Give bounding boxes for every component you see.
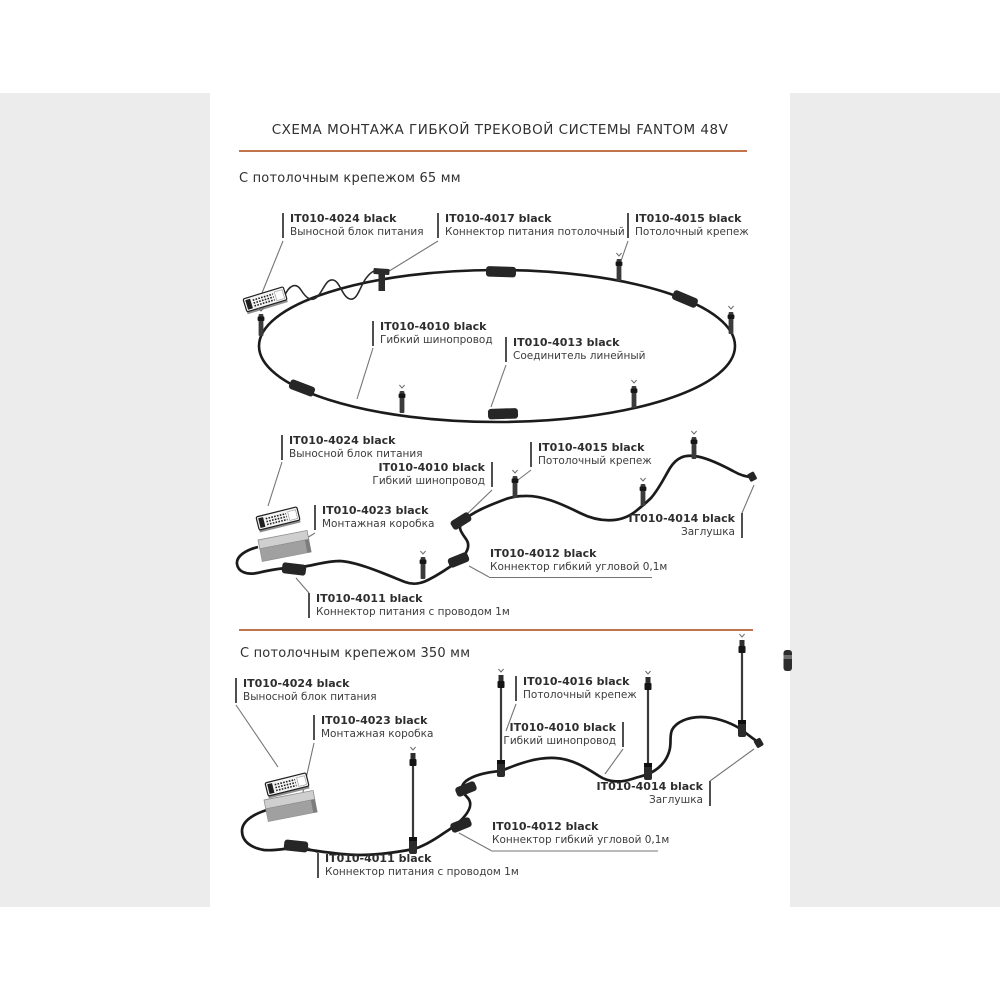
ceiling-mount-icon (399, 385, 406, 413)
part-desc: Потолочный крепеж (538, 454, 652, 467)
part-code: IT010-4023 black (321, 714, 428, 727)
part-label-corner-connector (490, 548, 667, 573)
part-code: IT010-4017 black (445, 212, 552, 225)
part-desc: Гибкий шинопровод (503, 734, 616, 747)
part-code: IT010-4023 black (322, 504, 429, 517)
part-code: IT010-4024 black (243, 677, 350, 690)
part-desc: Гибкий шинопровод (372, 474, 485, 487)
part-desc: Коннектор питания потолочный (445, 225, 625, 238)
ceiling-mount-icon (420, 551, 427, 579)
ceiling-mount-icon (728, 306, 735, 334)
ceiling-mount-icon (640, 478, 647, 506)
part-code: IT010-4014 black (628, 512, 735, 525)
part-desc: Коннектор гибкий угловой 0,1м (492, 833, 670, 846)
part-label-corner-connector (492, 821, 669, 846)
part-label-power-connector (317, 853, 519, 878)
section-divider (239, 150, 747, 152)
part-desc: Соединитель линейный (513, 349, 646, 362)
part-code: IT010-4015 black (538, 441, 645, 454)
part-desc: Монтажная коробка (321, 727, 434, 740)
ceiling-mount-icon (512, 470, 519, 498)
section-divider (239, 629, 753, 631)
part-label-end-cap (629, 513, 743, 538)
part-desc: Коннектор гибкий угловой 0,1м (490, 560, 668, 573)
page-title: СХЕМА МОНТАЖА ГИБКОЙ ТРЕКОВОЙ СИСТЕМЫ FANTOM 48V (271, 122, 729, 138)
part-label-ceiling-mount (530, 442, 652, 467)
part-code: IT010-4010 black (380, 320, 487, 333)
part-code: IT010-4011 black (325, 852, 432, 865)
part-code: IT010-4014 black (596, 780, 703, 793)
part-label-ceiling-mount (515, 676, 637, 701)
part-code: IT010-4013 black (513, 336, 620, 349)
part-label-flex-track (372, 321, 493, 346)
ceiling-rod-350-icon (644, 671, 652, 780)
part-label-ceiling-power-connector (437, 213, 625, 238)
part-desc: Выносной блок питания (290, 225, 424, 238)
part-code: IT010-4010 black (378, 461, 485, 474)
power-supply-icon (256, 507, 301, 533)
part-label-linear-connector (505, 337, 645, 362)
ceiling-mount-icon (631, 380, 638, 408)
part-label-flex-track (372, 462, 493, 487)
power-cord-wire (284, 270, 378, 299)
section-heading-65mm: С потолочным крепежом 65 мм (239, 171, 461, 186)
part-code: IT010-4024 black (289, 434, 396, 447)
part-code: IT010-4016 black (523, 675, 630, 688)
part-desc: Выносной блок питания (289, 447, 423, 460)
part-label-junction-box (313, 715, 433, 740)
part-label-junction-box (314, 505, 434, 530)
part-desc: Потолочный крепеж (635, 225, 749, 238)
part-desc: Коннектор питания с проводом 1м (325, 865, 519, 878)
part-label-power-connector (308, 593, 510, 618)
ceiling-rod-350-icon (409, 747, 417, 854)
part-code: IT010-4015 black (635, 212, 742, 225)
part-label-psu (235, 678, 377, 703)
part-label-flex-track (503, 722, 624, 747)
part-label-ceiling-mount (627, 213, 749, 238)
part-code: IT010-4012 black (490, 547, 597, 560)
section-heading-350mm: С потолочным крепежом 350 мм (240, 646, 471, 661)
part-desc: Гибкий шинопровод (380, 333, 493, 346)
part-code: IT010-4024 black (290, 212, 397, 225)
part-desc: Заглушка (649, 793, 703, 806)
part-code: IT010-4010 black (509, 721, 616, 734)
ceiling-mount-icon (691, 431, 698, 459)
part-label-psu (282, 213, 424, 238)
flex-track-oval (259, 270, 735, 422)
part-desc: Потолочный крепеж (523, 688, 637, 701)
part-label-psu (281, 435, 423, 460)
clipped-mount-fragment (784, 650, 793, 671)
part-code: IT010-4011 black (316, 592, 423, 605)
part-desc: Заглушка (681, 525, 735, 538)
power-supply-icon (243, 287, 288, 315)
part-desc: Выносной блок питания (243, 690, 377, 703)
ceiling-mount-icon (616, 253, 623, 281)
junction-box-icon (258, 530, 311, 561)
part-desc: Коннектор питания с проводом 1м (316, 605, 510, 618)
part-desc: Монтажная коробка (322, 517, 435, 530)
ceiling-mount-icon (258, 308, 265, 336)
part-label-end-cap (597, 781, 711, 806)
part-code: IT010-4012 black (492, 820, 599, 833)
ceiling-rod-350-icon (738, 634, 746, 737)
